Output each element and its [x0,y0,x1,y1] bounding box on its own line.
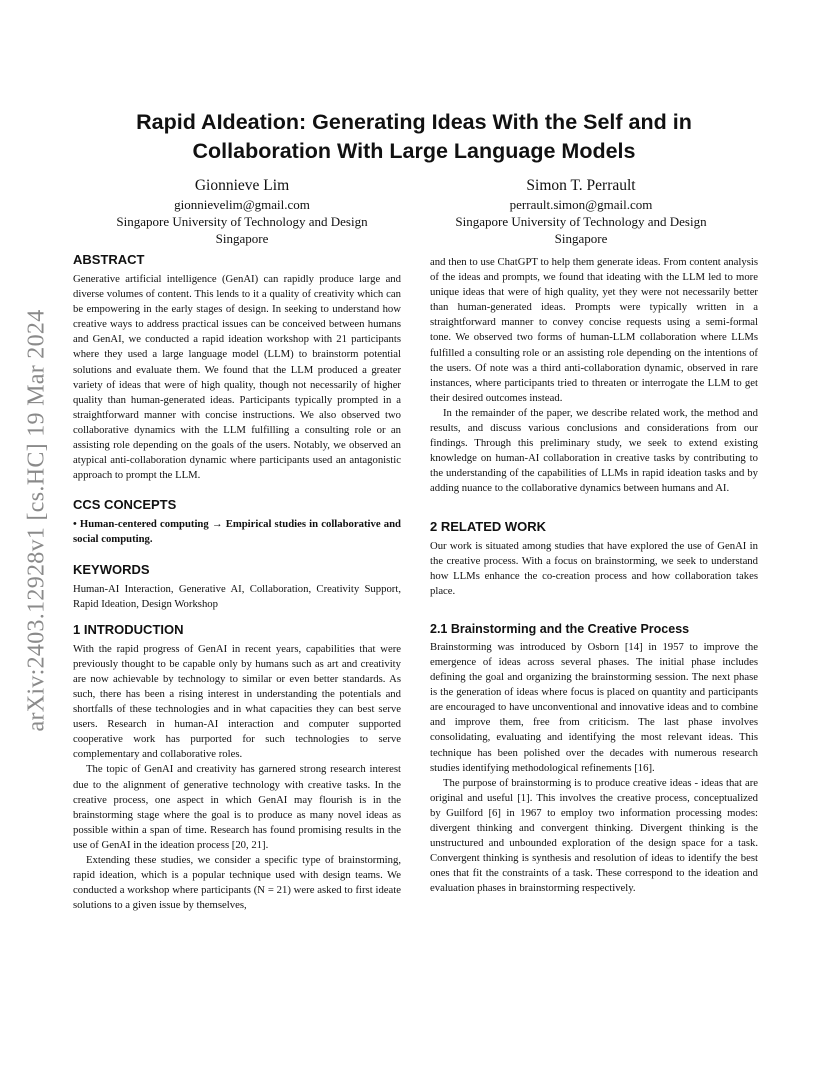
abstract-text: Generative artificial intelligence (GenAI) can rapidly produce large and diverse volumes of content. This lends to it a quality of creativity which can be empowering in the early stages of design. In seeking to understand how creative ways to address practical issues can be conceived between humans and GenAI, we conducted a rapid ideation workshop with 21 participants where they used a large language model (LLM) to brainstorm potential solutions and evaluate them. We found that the LLM produced a greater variety of ideas that were of high quality, though not necessarily of higher quality than human-generated ideas. Participants typically prompted in a straightforward manner with concise instructions. We also observed two collaborative dynamics with the LLM fulfilling a consulting role or an assisting role depending on the goals of the users. Notably, we observed an atypical anti-collaboration dynamic where participants used an antagonistic approach to prompt the LLM. [73,273,401,482]
intro-paragraph-2: The topic of GenAI and creativity has garnered strong research interest due to the alignment of generative technology with creative tasks. In the creative process, one aspect in which GenAI may flourish is in the brainstorming stage where the goal is to produce as many novel ideas as possible within a span of time. Research has found promising results in the use of GenAI in the ideation process [20, 21]. [73,763,401,851]
author-name: Gionnieve Lim [194,177,290,194]
brainstorming-paragraph-1: Brainstorming was introduced by Osborn [14] in 1957 to improve the emergence of ideas across several phases. The initial phase includes defining the goal and organizing the brainstorming session. The next phase is the generation of ideas where focus is placed on quantity and participants are encouraged to have unconventional and innovative ideas and to combine and improve them, free from criticism. The last phase involves consolidating, evaluating and identifying the most relevant ideas. This technique has been polished over the decades with numerous research studies identifying methodological refinements [16]. [430,640,758,774]
author-affiliation: Singapore University of Technology and Design [116,214,368,229]
arxiv-stamp-text: arXiv:2403.12928v1 [cs.HC] 19 Mar 2024 [23,308,50,732]
brainstorming-heading: 2.1 Brainstorming and the Creative Process [430,621,690,636]
paper-title: Rapid AIdeation: Generating Ideas With the Self and in Collaboration With Large Language Models [136,110,692,163]
intro-paragraph-3: Extending these studies, we consider a specific type of brainstorming, rapid ideation, which is a popular technique used with design teams. We conducted a workshop where participants (N = 21) were asked to first ideate solutions to a given issue by themselves, [73,854,401,912]
left-column [73,252,401,913]
right-column [430,255,758,896]
intro-paragraph-1: With the rapid progress of GenAI in recent years, capabilities that were previously thought to be capable only by humans such as art and creativity are now achievable by technology to similar or even better standards. As such, there has been a rising interest in understanding the potentials and shortfalls of these technologies and in what capacities they can best serve users. Research in human-AI interaction and computer supported cooperative work has purported for such technologies to serve complementary and collaborative roles. [73,642,401,761]
author-email: gionnievelim@gmail.com [174,197,310,212]
keywords-text: Human-AI Interaction, Generative AI, Collaboration, Creativity Support, Rapid Ideation, Design Workshop [73,582,401,610]
related-work-heading: 2 RELATED WORK [430,518,547,534]
intro-paragraph-remainder: In the remainder of the paper, we describe related work, the method and results, and discuss various conclusions and considerations from our findings. Through this preliminary study, we seek to extend existing knowledge on human-AI collaboration in creative tasks by contributing to the understanding of the capabilities of LLMs in rapid ideation tasks and by adding nuance to the collaborative dynamics between humans and AI. [430,406,758,495]
brainstorming-paragraph-2: The purpose of brainstorming is to produce creative ideas - ideas that are original and useful [1]. This involves the creative process, conceptualized by Guilford [6] in 1967 to employ two information processing modes: divergent thinking and convergent thinking. Divergent thinking is the unstructured and unbounded exploration of the design space for a task. Convergent thinking is synthesis and resolution of ideas to identify the best ones that fit the constraints of a task. These correspond to the ideation and evaluation phases in brainstorming respectively. [430,776,758,895]
author-block-2 [421,176,741,247]
abstract-heading: ABSTRACT [73,252,145,267]
introduction-heading: 1 INTRODUCTION [73,621,184,637]
keywords-heading: KEYWORDS [73,561,150,577]
ccs-text: • Human-centered computing → Empirical studies in collaborative and social computing. [73,518,401,546]
related-work-paragraph: Our work is situated among studies that have explored the use of GenAI in the creative process. With a focus on brainstorming, we seek to understand how LLMs enhance the co-creation process and how collaboration takes place. [430,539,758,597]
author-affiliation: Singapore University of Technology and Design [455,214,707,229]
author-country: Singapore [215,231,269,246]
author-name: Simon T. Perrault [526,177,636,194]
ccs-heading: CCS CONCEPTS [73,497,177,513]
arxiv-stamp [22,285,52,755]
author-country: Singapore [554,231,608,246]
author-email: perrault.simon@gmail.com [509,197,653,212]
intro-continued-paragraph: and then to use ChatGPT to help them generate ideas. From content analysis of the ideas and prompts, we found that ideating with the LLM led to more unique ideas that were of high quality, yet they were not necessarily better than human-generated ideas. Prompts were typically written in a straightforward manner to convey concise requests using a semi-formal tone. We observed two forms of human-LLM collaboration where LLMs fulfilled a consulting role or an assisting role depending on the intentions of the users. Of note was a third anti-collaboration dynamic, observed in rare instances, where participants tried to threaten or interrogate the LLM to get their desired outcomes instead. [430,256,758,404]
author-block-1 [82,176,402,247]
